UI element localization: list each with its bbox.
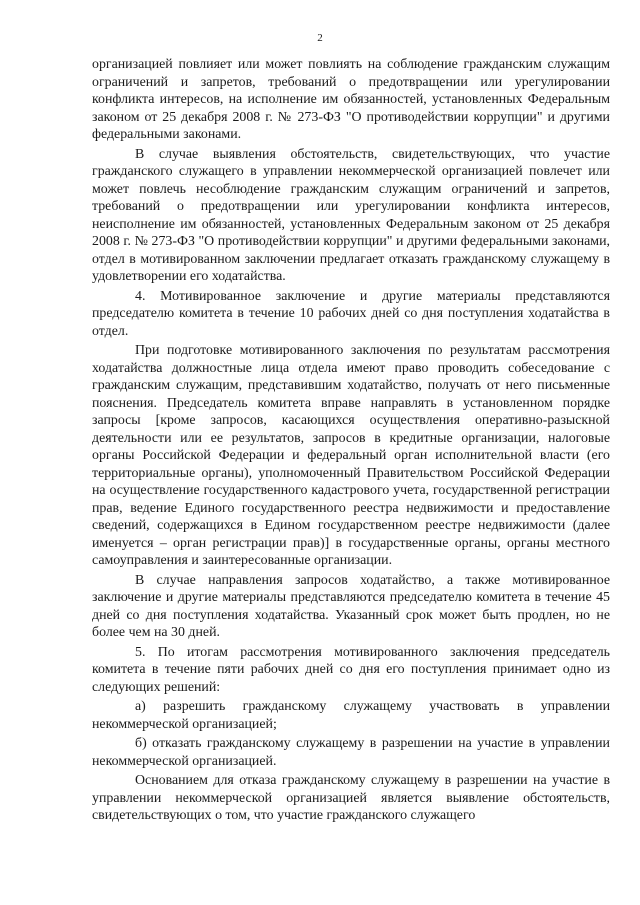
paragraph-item-4: 4. Мотивированное заключение и другие материалы представляются председателю комитета в течение 10 рабочих дней со дня поступления ходатайства в отдел. [92, 288, 610, 339]
paragraph-option-a: а) разрешить гражданскому служащему участвовать в управлении некоммерческой организацией; [92, 699, 610, 732]
document-body [92, 56, 610, 827]
page-number: 2 [317, 32, 323, 44]
paragraph-refusal-proposal: В случае выявления обстоятельств, свидетельствующих, что участие гражданского служащего в управлении некоммерческой организацией повлечет или может повлечь несоблюдение гражданским служащим ограничений и запретов, требований о предотвращении или урегулировании конфликта интересов, неисполнение им обязанностей, установленных Федеральным законом от 25 декабря 2008 г. № 273-ФЗ "О противодействии коррупции" и другими федеральными законами, отдел в мотивированном заключении предлагает отказать гражданскому служащему в удовлетворении его ходатайства. [92, 146, 610, 284]
paragraph-item-5: 5. По итогам рассмотрения мотивированного заключения председатель комитета в течение пяти рабочих дней со дня его поступления принимает одно из следующих решений: [92, 644, 610, 695]
paragraph-preparation-rights: При подготовке мотивированного заключения по результатам рассмотрения ходатайства должностные лица отдела имеют право проводить собеседование с гражданским служащим, представившим ходатайство, получать от него письменные пояснения. Председатель комитета вправе направлять в установленном порядке запросы [кроме запросов, касающихся осуществления оперативно-разыскной деятельности или ее результатов, запросов в кредитные организации, налоговые органы Российской Федерации и федеральный орган исполнительной власти (его территориальные органы), уполномоченный Правительством Российской Федерации на осуществление государственного кадастрового учета, государственной регистрации прав, ведение Единого государственного реестра недвижимости и предоставление сведений, содержащихся в Едином государственном реестре недвижимости (далее именуется – орган регистрации прав)] в государственные органы, органы местного самоуправления и заинтересованные организации. [92, 343, 610, 568]
paragraph-continuation: организацией повлияет или может повлиять на соблюдение гражданским служащим ограничений и запретов, требований о предотвращении или урегулировании конфликта интересов, на исполнение им обязанностей, установленных Федеральным законом от 25 декабря 2008 г. № 273-ФЗ "О противодействии коррупции" и другими федеральными законами. [92, 57, 610, 142]
paragraph-request-deadline: В случае направления запросов ходатайство, а также мотивированное заключение и другие материалы представляются председателю комитета в течение 45 дней со дня поступления ходатайства. Указанный срок может быть продлен, но не более чем на 30 дней. [92, 572, 610, 640]
paragraph-option-b: б) отказать гражданскому служащему в разрешении на участие в управлении некоммерческой организацией. [92, 736, 610, 769]
paragraph-refusal-grounds: Основанием для отказа гражданскому служащему в разрешении на участие в управлении некоммерческой организацией является выявление обстоятельств, свидетельствующих о том, что участие гражданского служащего [92, 773, 610, 823]
